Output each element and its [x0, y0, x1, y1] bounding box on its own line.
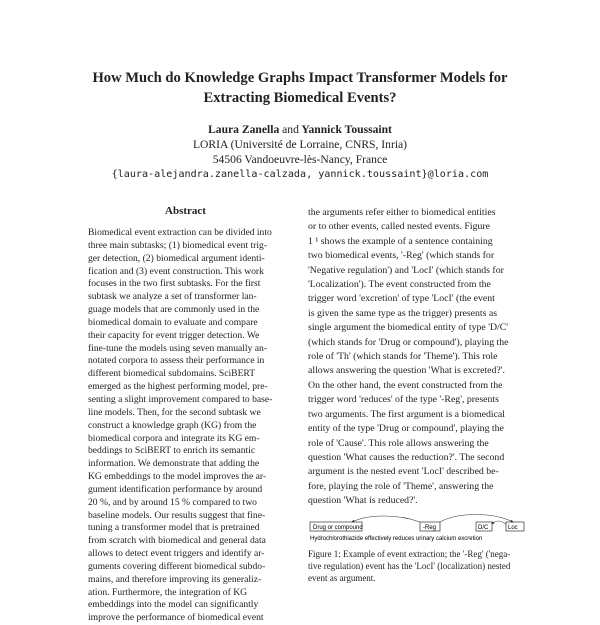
- abstract-line: biomedical corpora and integrate its KG em-: [88, 432, 260, 444]
- body-line: argument is the nested event 'LocI' described be-: [308, 466, 499, 478]
- body-line: or to other events, called nested events. Figure: [308, 221, 491, 233]
- title-line-1: How Much do Knowledge Graphs Impact Transformer Models for: [92, 70, 508, 86]
- abstract-line: their capacity for event trigger detection. We: [88, 329, 260, 341]
- author-1: Laura Zanella: [208, 123, 280, 136]
- abstract-line: biomedical domain to evaluate and compare: [88, 316, 258, 328]
- body-line: two arguments. The first argument is a biomedical: [308, 408, 505, 420]
- caption-line: tive regulation) event has the 'LocI' (localization) nested: [308, 561, 511, 571]
- body-line: entity of the type 'Drug or compound', playing the: [308, 423, 504, 435]
- figure-1: [308, 512, 530, 546]
- body-line: role of 'Cause'. This role allows answering the: [308, 437, 489, 449]
- affiliation: LORIA (Université de Lorraine, CNRS, Inria): [192, 138, 408, 151]
- abstract-line: senting a slight improvement compared to base-: [88, 393, 273, 405]
- abstract-heading: Abstract: [165, 205, 206, 217]
- abstract-line: embeddings into the model can significantly: [88, 599, 259, 611]
- abstract-line: 20 %, and by around 15 % compared to two: [88, 496, 257, 508]
- body-line: 1 ¹ shows the example of a sentence containing: [308, 235, 493, 247]
- address: 54506 Vandoeuvre-lès-Nancy, France: [212, 153, 388, 166]
- figure-sentence: Hydrochlorothiazide effectively reduces urinary calcium excretion: [310, 536, 483, 542]
- event-label-loc: Loc: [508, 525, 518, 531]
- abstract-line: line models. Then, for the second subtask we: [88, 406, 261, 418]
- abstract-line: guments covering different biomedical subdo-: [88, 560, 266, 572]
- event-label-reg: -Reg: [423, 525, 437, 531]
- body-line: question 'What causes the reduction?'. The second: [308, 451, 505, 463]
- abstract-line: fication and (3) event construction. This work: [88, 265, 264, 277]
- body-line: fore, playing the role of 'Theme', answering the: [308, 480, 494, 492]
- abstract-line: information. We demonstrate that adding the: [88, 458, 260, 470]
- body-line: On the other hand, the event constructed from the: [308, 379, 503, 391]
- author-emails: {laura-alejandra.zanella-calzada, yannick.toussaint}@loria.com: [111, 169, 489, 180]
- abstract-line: from scratch with biomedical and general data: [88, 535, 266, 547]
- abstract-line: mains, and therefore improving its generaliz-: [88, 573, 262, 585]
- arrow-theme: [440, 515, 513, 523]
- abstract-line: construct a knowledge graph (KG) from the: [88, 419, 257, 431]
- abstract-line: fine-tune the models using seven manually an-: [88, 342, 268, 354]
- body-line: 'Localization'). The event constructed from the: [308, 279, 491, 291]
- body-line: the arguments refer either to biomedical entities: [308, 207, 496, 218]
- entity-label-drug: Drug or compound: [313, 525, 363, 531]
- abstract-line: different biomedical subdomains. SciBERT: [88, 368, 256, 380]
- arrow-th: [492, 521, 506, 524]
- abstract-line: ger detection, (2) biomedical argument identi-: [88, 252, 265, 264]
- paper-title: [60, 68, 540, 108]
- body-line: trigger word 'reduces' of the type '-Reg', presents: [308, 394, 499, 406]
- abstract-line: notated corpora to assess their performance in: [88, 355, 265, 367]
- abstract-line: tuning a transformer model that is pretrained: [88, 522, 260, 534]
- author-names: [60, 122, 540, 137]
- caption-line: event as argument.: [308, 573, 376, 583]
- arrow-cause: [352, 516, 420, 522]
- abstract-line: three main subtasks; (1) biomedical event trig-: [88, 239, 268, 251]
- body-line: question 'What is reduced?'.: [308, 495, 418, 507]
- figure-caption: [308, 548, 530, 584]
- body-line: allows answering the question 'What is excreted?'.: [308, 365, 505, 377]
- abstract-line: improve the performance of biomedical event: [88, 612, 264, 624]
- entity-label-dc: D/C: [478, 525, 489, 531]
- author-2: Yannick Toussaint: [301, 123, 392, 136]
- abstract-line: subtask we analyze a set of transformer lan-: [88, 291, 257, 303]
- abstract-line: gument identification performance by around: [88, 483, 263, 495]
- title-line-2: Extracting Biomedical Events?: [203, 90, 397, 106]
- abstract-line: beddings to SciBERT to enrich its semantic: [88, 445, 256, 457]
- abstract-line: guage models that are commonly used in the: [88, 304, 260, 316]
- body-text: [308, 206, 530, 509]
- abstract-section: [88, 204, 283, 625]
- body-line: is given the same type as the trigger) presents as: [308, 307, 498, 319]
- abstract-line: baseline models. Our results suggest that fine-: [88, 509, 266, 521]
- author-block: [60, 122, 540, 182]
- abstract-line: KG embeddings to the model improves the ar-: [88, 471, 267, 483]
- body-line: 'Negative regulation') and 'LocI' (which stands for: [308, 264, 504, 276]
- body-line: role of 'Th' (which stands for 'Theme'). This role: [308, 351, 498, 363]
- body-line: trigger word 'excretion' of type 'LocI' (the event: [308, 293, 495, 305]
- abstract-line: emerged as the highest performing model, pre-: [88, 381, 268, 393]
- abstract-line: focuses in the two first subtasks. For the first: [88, 278, 261, 290]
- body-line: single argument the biomedical entity of type 'D/C': [308, 322, 509, 334]
- caption-line: Figure 1: Example of event extraction; the '-Reg' ('nega-: [308, 549, 511, 559]
- body-line: (which stands for 'Drug or compound'), playing the: [308, 336, 509, 348]
- abstract-line: Biomedical event extraction can be divided into: [88, 227, 272, 238]
- abstract-line: allows to detect event triggers and identify ar-: [88, 548, 265, 560]
- body-line: two biomedical events, '-Reg' (which stands for: [308, 250, 495, 262]
- abstract-line: ation. Furthermore, the integration of KG: [88, 586, 248, 598]
- author-and: and: [282, 123, 299, 136]
